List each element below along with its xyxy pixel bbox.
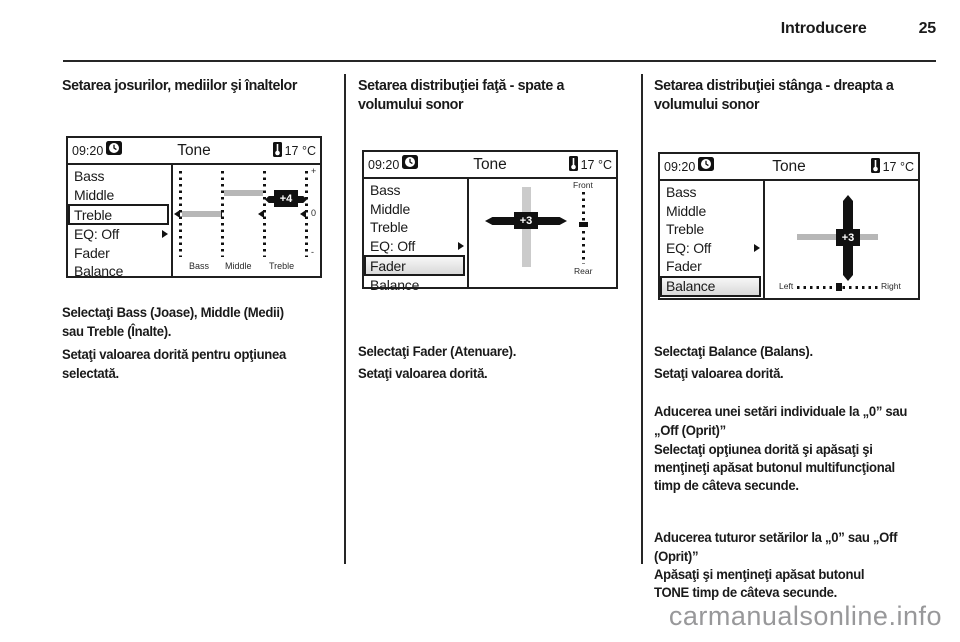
column2-paragraph-1: Selectaţi Fader (Atenuare). xyxy=(358,344,517,359)
balance-panel xyxy=(765,181,918,298)
menu-item-fader: Fader xyxy=(74,244,110,261)
column2-paragraph-2: Setaţi valoarea dorită. xyxy=(358,366,488,381)
menu-item-middle: Middle xyxy=(370,200,411,217)
tone-menu xyxy=(364,179,469,294)
screen-title: Tone xyxy=(772,157,806,175)
clock-time: 09:20 xyxy=(368,157,400,172)
zero-marker-icon xyxy=(300,210,306,218)
bass-slider-label: Bass xyxy=(189,261,210,271)
left-right-position-marker xyxy=(836,283,842,291)
menu-item-eq: EQ: Off xyxy=(660,239,763,258)
treble-slider-label: Treble xyxy=(269,261,295,271)
page-header xyxy=(781,20,936,38)
submenu-arrow-icon xyxy=(458,242,464,250)
menu-item-fader-selected: Fader xyxy=(364,255,465,276)
column1-paragraph-2: Setaţi valoarea dorită pentru opţiunea selectată. xyxy=(62,347,286,381)
outside-temperature: 17 °C xyxy=(284,143,316,158)
front-rear-position-marker xyxy=(579,222,588,227)
thermometer-icon xyxy=(569,156,578,174)
screen-title: Tone xyxy=(177,141,211,159)
column3-subtext-2: Apăsaţi şi menţineţi apăsat butonul TONE timp de câteva secunde. xyxy=(654,567,865,600)
column-separator-1 xyxy=(344,74,346,564)
scale-plus-label: + xyxy=(311,166,317,176)
column2-heading: Setarea distribuţiei faţă - spate a volumului sonor xyxy=(358,77,565,113)
menu-item-middle: Middle xyxy=(666,202,707,219)
menu-item-fader: Fader xyxy=(666,258,702,275)
screen-statusbar xyxy=(660,154,918,181)
clock-time: 09:20 xyxy=(72,143,104,158)
clock-time: 09:20 xyxy=(664,159,696,174)
menu-item-treble-selected: Treble xyxy=(68,204,169,225)
scale-minus-label: - xyxy=(311,247,314,257)
fader-value-marker: +3 xyxy=(514,212,538,229)
header-rule xyxy=(63,60,936,62)
middle-level-bar xyxy=(224,190,263,196)
tone-screen-balance xyxy=(658,152,920,300)
left-label: Left xyxy=(779,281,794,291)
screen-statusbar xyxy=(68,138,320,165)
clock-icon xyxy=(402,155,418,174)
menu-item-balance: Balance xyxy=(370,277,420,294)
site-watermark: carmanualsonline.info xyxy=(668,601,942,631)
outside-temperature: 17 °C xyxy=(580,157,612,172)
zero-marker-icon xyxy=(258,210,264,218)
menu-item-eq: EQ: Off xyxy=(68,225,171,244)
middle-slider-label: Middle xyxy=(225,261,252,271)
column3-subtext-1: Selectaţi opţiunea dorită şi apăsaţi şi menţineţi apăsat butonul multifuncţional timp de câteva secunde. xyxy=(654,442,895,493)
menu-item-balance-selected: Balance xyxy=(660,276,761,297)
column1-heading: Setarea josurilor, mediilor şi înaltelor xyxy=(62,77,298,94)
menu-item-bass: Bass xyxy=(666,184,697,201)
section-title: Introducere xyxy=(780,20,867,37)
column1-paragraph-1: Selectaţi Bass (Joase), Middle (Medii) sau Treble (Înalte). xyxy=(62,305,284,339)
column3-subheading-1: Aducerea unei setări individuale la „0” sau „Off (Oprit)” xyxy=(654,404,908,438)
thermometer-icon xyxy=(871,158,880,176)
outside-temperature: 17 °C xyxy=(882,159,914,174)
menu-item-treble: Treble xyxy=(666,221,704,238)
rear-label: Rear xyxy=(574,266,593,276)
menu-item-middle: Middle xyxy=(74,186,115,203)
screen-title: Tone xyxy=(473,155,507,173)
menu-item-bass: Bass xyxy=(74,168,105,185)
page-number: 25 xyxy=(918,20,936,37)
column3-paragraph-1: Selectaţi Balance (Balans). xyxy=(654,344,813,359)
tone-screen-fader xyxy=(362,150,618,294)
zero-marker-icon xyxy=(174,210,180,218)
column3-heading: Setarea distribuţiei stânga - dreapta a volumului sonor xyxy=(654,77,894,113)
column-separator-2 xyxy=(641,74,643,564)
menu-item-bass: Bass xyxy=(370,182,401,199)
balance-value-marker: +3 xyxy=(836,229,860,246)
menu-item-balance: Balance xyxy=(74,263,124,280)
submenu-arrow-icon xyxy=(162,230,168,238)
screen-statusbar xyxy=(364,152,616,179)
clock-icon xyxy=(698,157,714,176)
scale-zero-label: 0 xyxy=(311,208,317,218)
front-rear-scale xyxy=(582,192,585,264)
treble-value-marker: +4 xyxy=(274,190,298,207)
tone-screen-treble xyxy=(66,136,322,278)
right-label: Right xyxy=(881,281,901,291)
menu-item-eq: EQ: Off xyxy=(364,237,467,256)
column3-subheading-2: Aducerea tuturor setărilor la „0” sau „Off (Oprit)” xyxy=(654,530,898,564)
submenu-arrow-icon xyxy=(754,244,760,252)
clock-icon xyxy=(106,141,122,160)
menu-item-treble: Treble xyxy=(370,219,408,236)
front-label: Front xyxy=(573,180,593,190)
fader-panel xyxy=(469,179,616,287)
tone-menu xyxy=(68,165,173,280)
bass-level-bar xyxy=(182,211,221,217)
thermometer-icon xyxy=(273,142,282,160)
tone-menu xyxy=(660,181,765,298)
column3-paragraph-2: Setaţi valoarea dorită. xyxy=(654,366,784,381)
equalizer-panel xyxy=(173,165,320,276)
